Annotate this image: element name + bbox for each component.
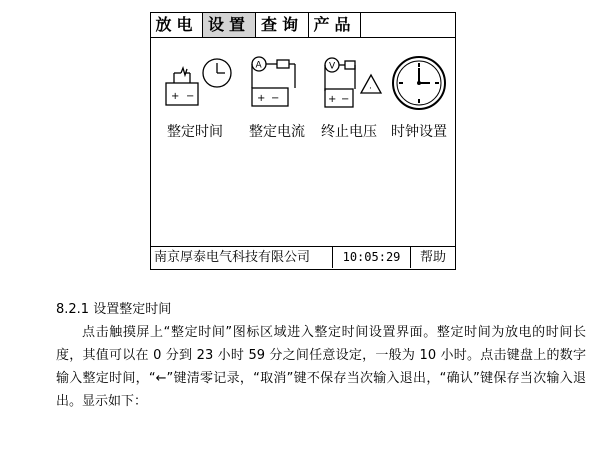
clock-icon bbox=[381, 53, 457, 113]
svg-text:+: + bbox=[257, 93, 266, 104]
tile-label: 整定电流 bbox=[249, 124, 305, 140]
svg-text:−: − bbox=[186, 91, 195, 102]
company-name: 南京厚泰电气科技有限公司 bbox=[151, 247, 333, 268]
settings-tiles bbox=[151, 53, 455, 163]
menu-discharge[interactable]: 放电 bbox=[151, 13, 203, 37]
tile-label: 整定时间 bbox=[167, 124, 223, 140]
svg-text:−: − bbox=[271, 93, 280, 104]
menu-settings[interactable]: 设置 bbox=[203, 13, 256, 37]
document-text bbox=[56, 298, 586, 413]
tile-label: 终止电压 bbox=[321, 124, 377, 140]
body-paragraph: 点击触摸屏上“整定时间”图标区域进入整定时间设置界面。整定时间为放电的时间长度，其值可以在 0 分到 23 小时 59 分之间任意设定，一般为 10 小时。点击键盘上的数字输入整定时间，“←”键清零记录，“取消”键不保存当次输入退出，“确认”键保存当次输入退出。显示如下： bbox=[56, 325, 586, 409]
help-button[interactable]: 帮助 bbox=[419, 250, 446, 265]
battery-clock-icon bbox=[157, 53, 233, 113]
svg-text:+: + bbox=[171, 91, 180, 102]
tile-label: 时钟设置 bbox=[391, 124, 447, 140]
svg-text:A: A bbox=[255, 60, 262, 71]
svg-text:V: V bbox=[329, 61, 336, 72]
battery-voltmeter-warning-icon bbox=[311, 53, 387, 113]
section-heading: 8.2.1 设置整定时间 bbox=[56, 302, 172, 317]
battery-ammeter-icon bbox=[239, 53, 315, 113]
tile-clock-settings[interactable] bbox=[381, 53, 457, 153]
menu-query[interactable]: 查询 bbox=[256, 13, 309, 37]
menu-product[interactable]: 产品 bbox=[309, 13, 361, 37]
device-screen bbox=[150, 12, 456, 270]
svg-text:+: + bbox=[328, 94, 337, 105]
menu-bar bbox=[151, 13, 455, 38]
status-bar bbox=[151, 246, 455, 269]
tile-set-time[interactable] bbox=[157, 53, 233, 153]
clock-readout: 10:05:29 bbox=[333, 247, 411, 268]
svg-text:·: · bbox=[369, 84, 372, 94]
svg-text:−: − bbox=[341, 94, 350, 105]
